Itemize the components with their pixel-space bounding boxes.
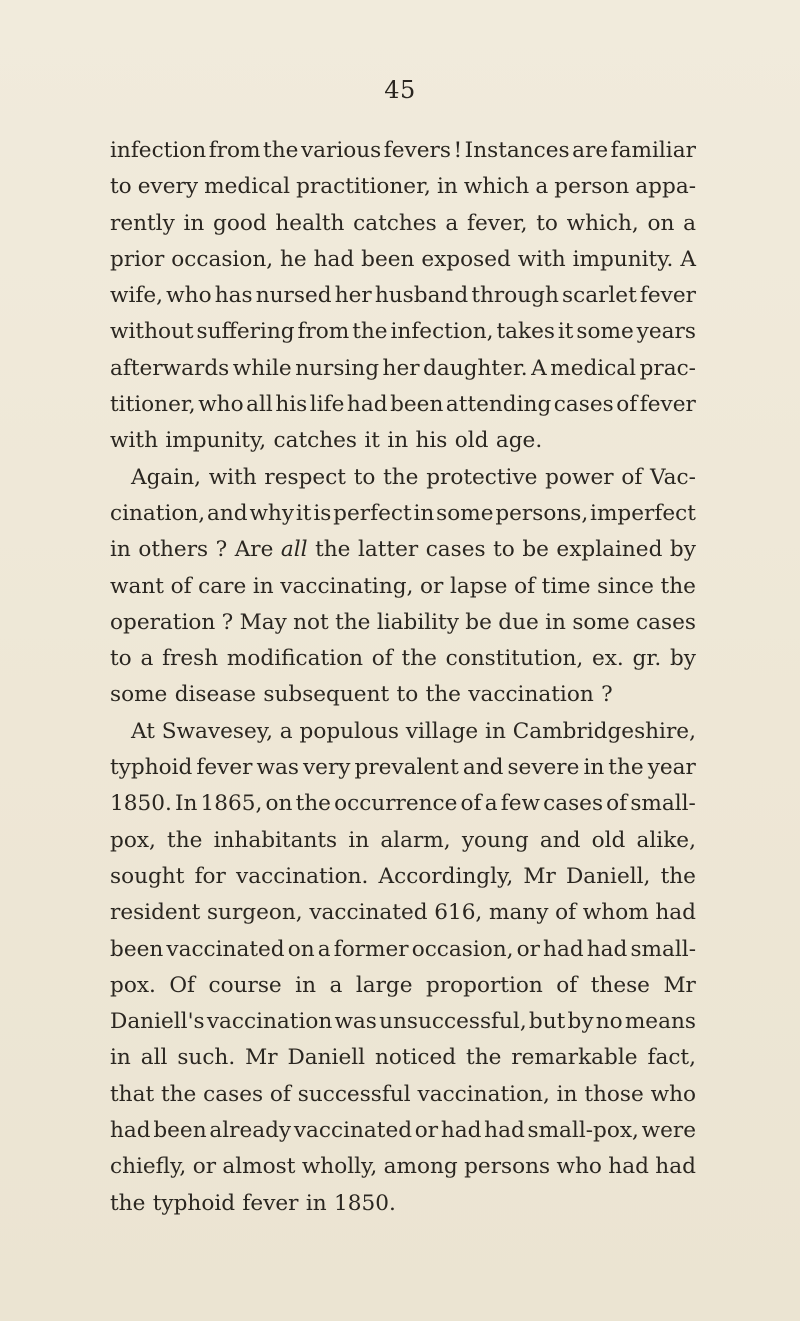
text-line: want of care in vaccinating, or lapse of time since the: [110, 573, 696, 599]
text-line: been vaccinated on a former occasion, or had had small-: [110, 936, 696, 962]
text-line: cination, and why it is perfect in some persons, imperfect: [110, 500, 696, 526]
text-line: afterwards while nursing her daughter. A medical prac-: [110, 355, 696, 381]
text-line: without suffering from the infection, takes it some years: [110, 319, 696, 345]
text-line: some disease subsequent to the vaccination ?: [110, 682, 613, 708]
text-line: in others ? Are all the latter cases to be explained by: [110, 537, 696, 563]
text-line: 1850. In 1865, on the occurrence of a few cases of small-: [110, 791, 696, 817]
text-line: resident surgeon, vaccinated 616, many of whom had: [110, 900, 696, 926]
text-line: to a fresh modification of the constitution, ex. gr. by: [110, 646, 696, 672]
paragraph-2: [110, 460, 696, 714]
body-text: [110, 133, 696, 1222]
text-line: that the cases of successful vaccination, in those who: [110, 1081, 696, 1107]
text-line: pox, the inhabitants in alarm, young and old alike,: [110, 827, 696, 853]
text-line: prior occasion, he had been exposed with impunity. A: [110, 246, 696, 272]
text-line: pox. Of course in a large proportion of these Mr: [110, 972, 696, 998]
text-line: sought for vaccination. Accordingly, Mr Daniell, the: [110, 863, 696, 889]
text-line: with impunity, catches it in his old age.: [110, 428, 543, 454]
text-line: Daniell's vaccination was unsuccessful, but by no means: [110, 1009, 696, 1035]
text-line: had been already vaccinated or had had small-pox, were: [110, 1118, 696, 1144]
text-line: Again, with respect to the protective power of Vac-: [131, 464, 696, 490]
paragraph-1: [110, 133, 696, 460]
text-line: in all such. Mr Daniell noticed the remarkable fact,: [110, 1045, 696, 1071]
text-line: wife, who has nursed her husband through scarlet fever: [110, 283, 696, 309]
text-line: operation ? May not the liability be due in some cases: [110, 609, 696, 635]
page-number: 45: [384, 76, 416, 104]
text-line: typhoid fever was very prevalent and severe in the year: [110, 755, 696, 781]
text-line: titioner, who all his life had been attending cases of fever: [110, 392, 696, 418]
text-line: the typhoid fever in 1850.: [110, 1190, 396, 1216]
text-line: to every medical practitioner, in which a person appa-: [110, 174, 696, 200]
text-line: At Swavesey, a populous village in Cambridgeshire,: [131, 718, 696, 744]
paragraph-3: [110, 714, 696, 1222]
text-line: chiefly, or almost wholly, among persons who had had: [110, 1154, 696, 1180]
text-line: rently in good health catches a fever, to which, on a: [110, 210, 696, 236]
text-line: infection from the various fevers ! Instances are familiar: [110, 138, 696, 163]
